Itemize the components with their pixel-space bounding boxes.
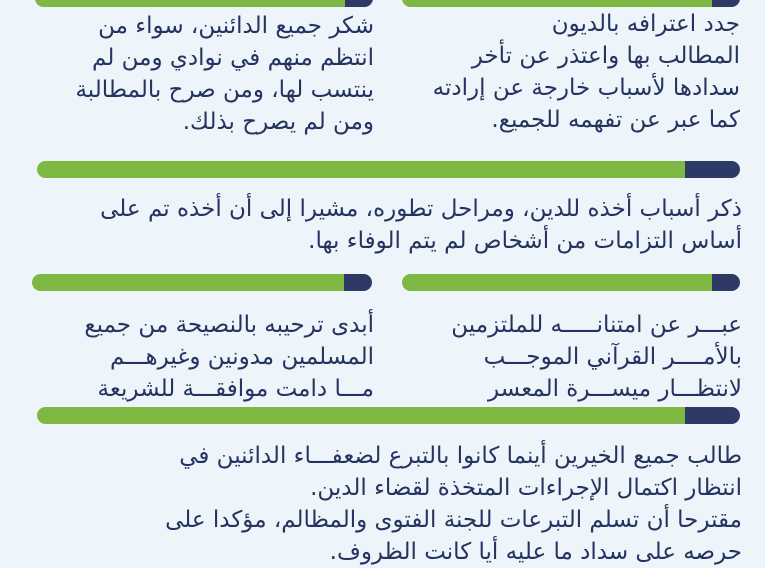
point-debt-reasons: ذكر أسباب أخذه للدين، ومراحل تطوره، مشيرا إلى أن أخذه تم على أساس التزامات من أشخاص لم يتم الوفاء بها. — [100, 196, 742, 254]
divider-bar-right — [402, 274, 740, 291]
point-acknowledge-debts: جدد اعترافه بالديون المطالب بها واعتذر عن تأخر سدادها لأسباب خارجة عن إرادته كما عبر عن تفهمه للجميع. — [432, 11, 740, 133]
divider-bar-full-2 — [37, 407, 740, 424]
point-welcome-advice: أبدى ترحيبه بالنصيحة من جميع المسلمين مدونين وغيرهـــم مـــا دامت موافقـــة للشريعة — [84, 312, 374, 402]
divider-bar-top-left — [35, 0, 373, 7]
point-donation-call: طالب جميع الخيرين أينما كانوا بالتبرع لضعفـــاء الدائنين في انتظار اكتمال الإجراءات المتخذة لقضاء الدين. مقترحا أن تسلم التبرعات للجنة الفتوى والمظالم، مؤكدا على حرصه على سداد ما عليه أيا كانت الظروف. — [165, 443, 742, 565]
point-gratitude-committed: عبـــر عن امتنانـــــه للملتزمين بالأمــــر القرآني الموجـــب لانتظـــار ميســـرة المعسر — [451, 312, 742, 402]
divider-bar-full-1 — [37, 161, 740, 178]
divider-bar-top-right — [402, 0, 740, 7]
divider-bar-left — [32, 274, 372, 291]
point-thank-creditors: شكر جميع الدائنين، سواء من انتظم منهم في نوادي ومن لم ينتسب لها، ومن صرح بالمطالبة ومن لم يصرح بذلك. — [75, 13, 374, 135]
